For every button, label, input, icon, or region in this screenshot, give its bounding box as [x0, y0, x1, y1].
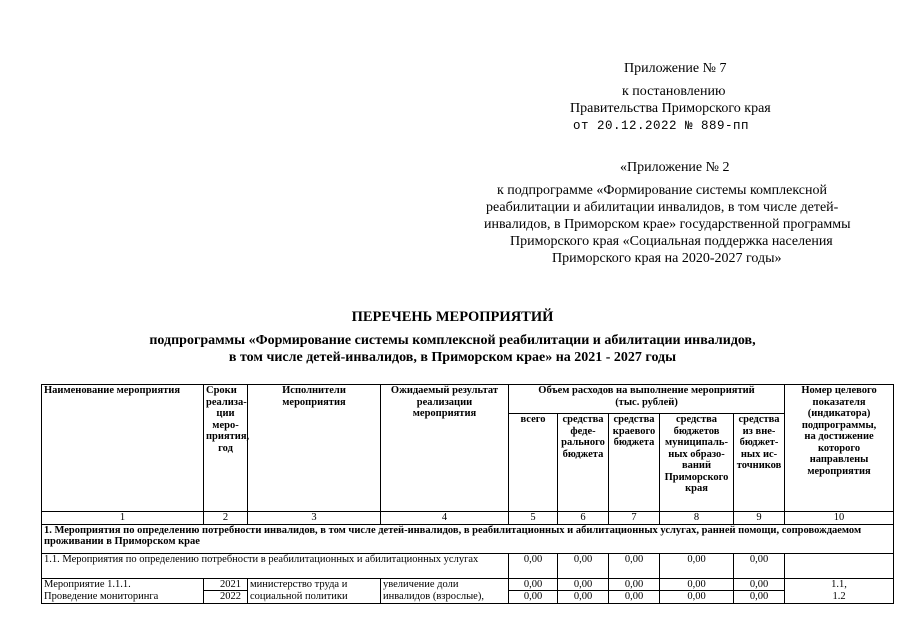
- appendix-2-line-6: Приморского края на 2020-2027 годы»: [552, 251, 782, 266]
- activity-1-1-1-name: Мероприятие 1.1.1.: [42, 578, 204, 591]
- activity-1-1-1-total: 0,00: [509, 591, 558, 604]
- activity-1-1-1-federal: 0,00: [558, 578, 609, 591]
- activity-1-1-1-target: 1.1,: [785, 578, 894, 591]
- appendix-7-resolution: к постановлению: [622, 84, 726, 99]
- activity-1-1-1-result-cont: инвалидов (взрослые),: [381, 591, 509, 604]
- activity-1-1-1-executor: министерство труда и: [248, 578, 381, 591]
- row-1-1-extra: 0,00: [734, 553, 785, 578]
- column-number-row: [42, 512, 894, 525]
- header-terms: Сроки реализа- ции меро- приятия, год: [204, 385, 248, 512]
- activity-1-1-1-municipal: 0,00: [660, 591, 734, 604]
- column-number: 10: [785, 512, 894, 525]
- row-1-1-target: [785, 553, 894, 578]
- activity-1-1-1-extra: 0,00: [734, 578, 785, 591]
- header-regional: средства краевого бюджета: [609, 414, 660, 512]
- section-1-title: 1. Мероприятия по определению потребности инвалидов, в том числе детей-инвалидов, в реабилитационных и абилитационных услугах, ранней помощи, сопровождаемом проживании в Приморском крае: [42, 524, 894, 553]
- row-1-1-total: 0,00: [509, 553, 558, 578]
- activity-1-1-1-year: 2022: [204, 591, 248, 604]
- header-expected-result: Ожидаемый результат реализации мероприятия: [381, 385, 509, 512]
- activity-1-1-1-municipal: 0,00: [660, 578, 734, 591]
- column-number: 4: [381, 512, 509, 525]
- header-expense-volume: Объем расходов на выполнение мероприятий (тыс. рублей): [509, 385, 785, 414]
- column-number: 9: [734, 512, 785, 525]
- appendix-2-line-3: реабилитации и абилитации инвалидов, в том числе детей-: [486, 200, 839, 215]
- row-1-1-name: 1.1. Мероприятия по определению потребности в реабилитационных и абилитационных услугах: [42, 553, 509, 578]
- header-row-1: [42, 385, 894, 414]
- activity-1-1-1-regional: 0,00: [609, 591, 660, 604]
- activity-1-1-1-extra: 0,00: [734, 591, 785, 604]
- table-row: [42, 578, 894, 591]
- header-extrabudgetary: средства из вне- бюджет- ных ис- точников: [734, 414, 785, 512]
- appendix-2-line-4: инвалидов, в Приморском крае» государственной программы: [484, 217, 851, 232]
- row-1-1-federal: 0,00: [558, 553, 609, 578]
- column-number: 2: [204, 512, 248, 525]
- header-activity-name: Наименование мероприятия: [42, 385, 204, 512]
- activity-1-1-1-result: увеличение доли: [381, 578, 509, 591]
- appendix-2-title: «Приложение № 2: [620, 160, 730, 175]
- header-municipal: средства бюджетов муниципаль- ных образо- ваний Приморского края: [660, 414, 734, 512]
- activity-1-1-1-name-cont: Проведение мониторинга: [42, 591, 204, 604]
- appendix-7-title: Приложение № 7: [624, 61, 727, 76]
- header-target-indicator: Номер целевого показателя (индикатора) подпрограммы, на достижение которого направлены мероприятия: [785, 385, 894, 512]
- decree-date-number: от 20.12.2022 № 889-пп: [573, 119, 750, 133]
- column-number: 5: [509, 512, 558, 525]
- column-number: 6: [558, 512, 609, 525]
- column-number: 1: [42, 512, 204, 525]
- document-subtitle-1: подпрограммы «Формирование системы комплексной реабилитации и абилитации инвалидов,: [149, 333, 756, 348]
- document-subtitle-2: в том числе детей-инвалидов, в Приморском крае» на 2021 - 2027 годы: [228, 350, 677, 365]
- row-1-1-regional: 0,00: [609, 553, 660, 578]
- column-number: 3: [248, 512, 381, 525]
- table-row: [42, 591, 894, 604]
- activity-1-1-1-federal: 0,00: [558, 591, 609, 604]
- header-total: всего: [509, 414, 558, 512]
- row-1-1-municipal: 0,00: [660, 553, 734, 578]
- activity-1-1-1-year: 2021: [204, 578, 248, 591]
- appendix-7-government: Правительства Приморского края: [570, 101, 771, 116]
- activity-1-1-1-total: 0,00: [509, 578, 558, 591]
- appendix-2-line-2: к подпрограмме «Формирование системы комплексной: [497, 183, 827, 198]
- section-row: [42, 524, 894, 553]
- column-number: 7: [609, 512, 660, 525]
- activity-1-1-1-regional: 0,00: [609, 578, 660, 591]
- header-federal: средства феде- рального бюджета: [558, 414, 609, 512]
- header-executors: Исполнители мероприятия: [248, 385, 381, 512]
- document-title: ПЕРЕЧЕНЬ МЕРОПРИЯТИЙ: [351, 309, 554, 325]
- column-number: 8: [660, 512, 734, 525]
- activities-table: [41, 384, 894, 604]
- activity-1-1-1-executor-cont: социальной политики: [248, 591, 381, 604]
- activity-1-1-1-target-cont: 1.2: [785, 591, 894, 604]
- table-row: [42, 553, 894, 578]
- appendix-2-line-5: Приморского края «Социальная поддержка населения: [510, 234, 833, 249]
